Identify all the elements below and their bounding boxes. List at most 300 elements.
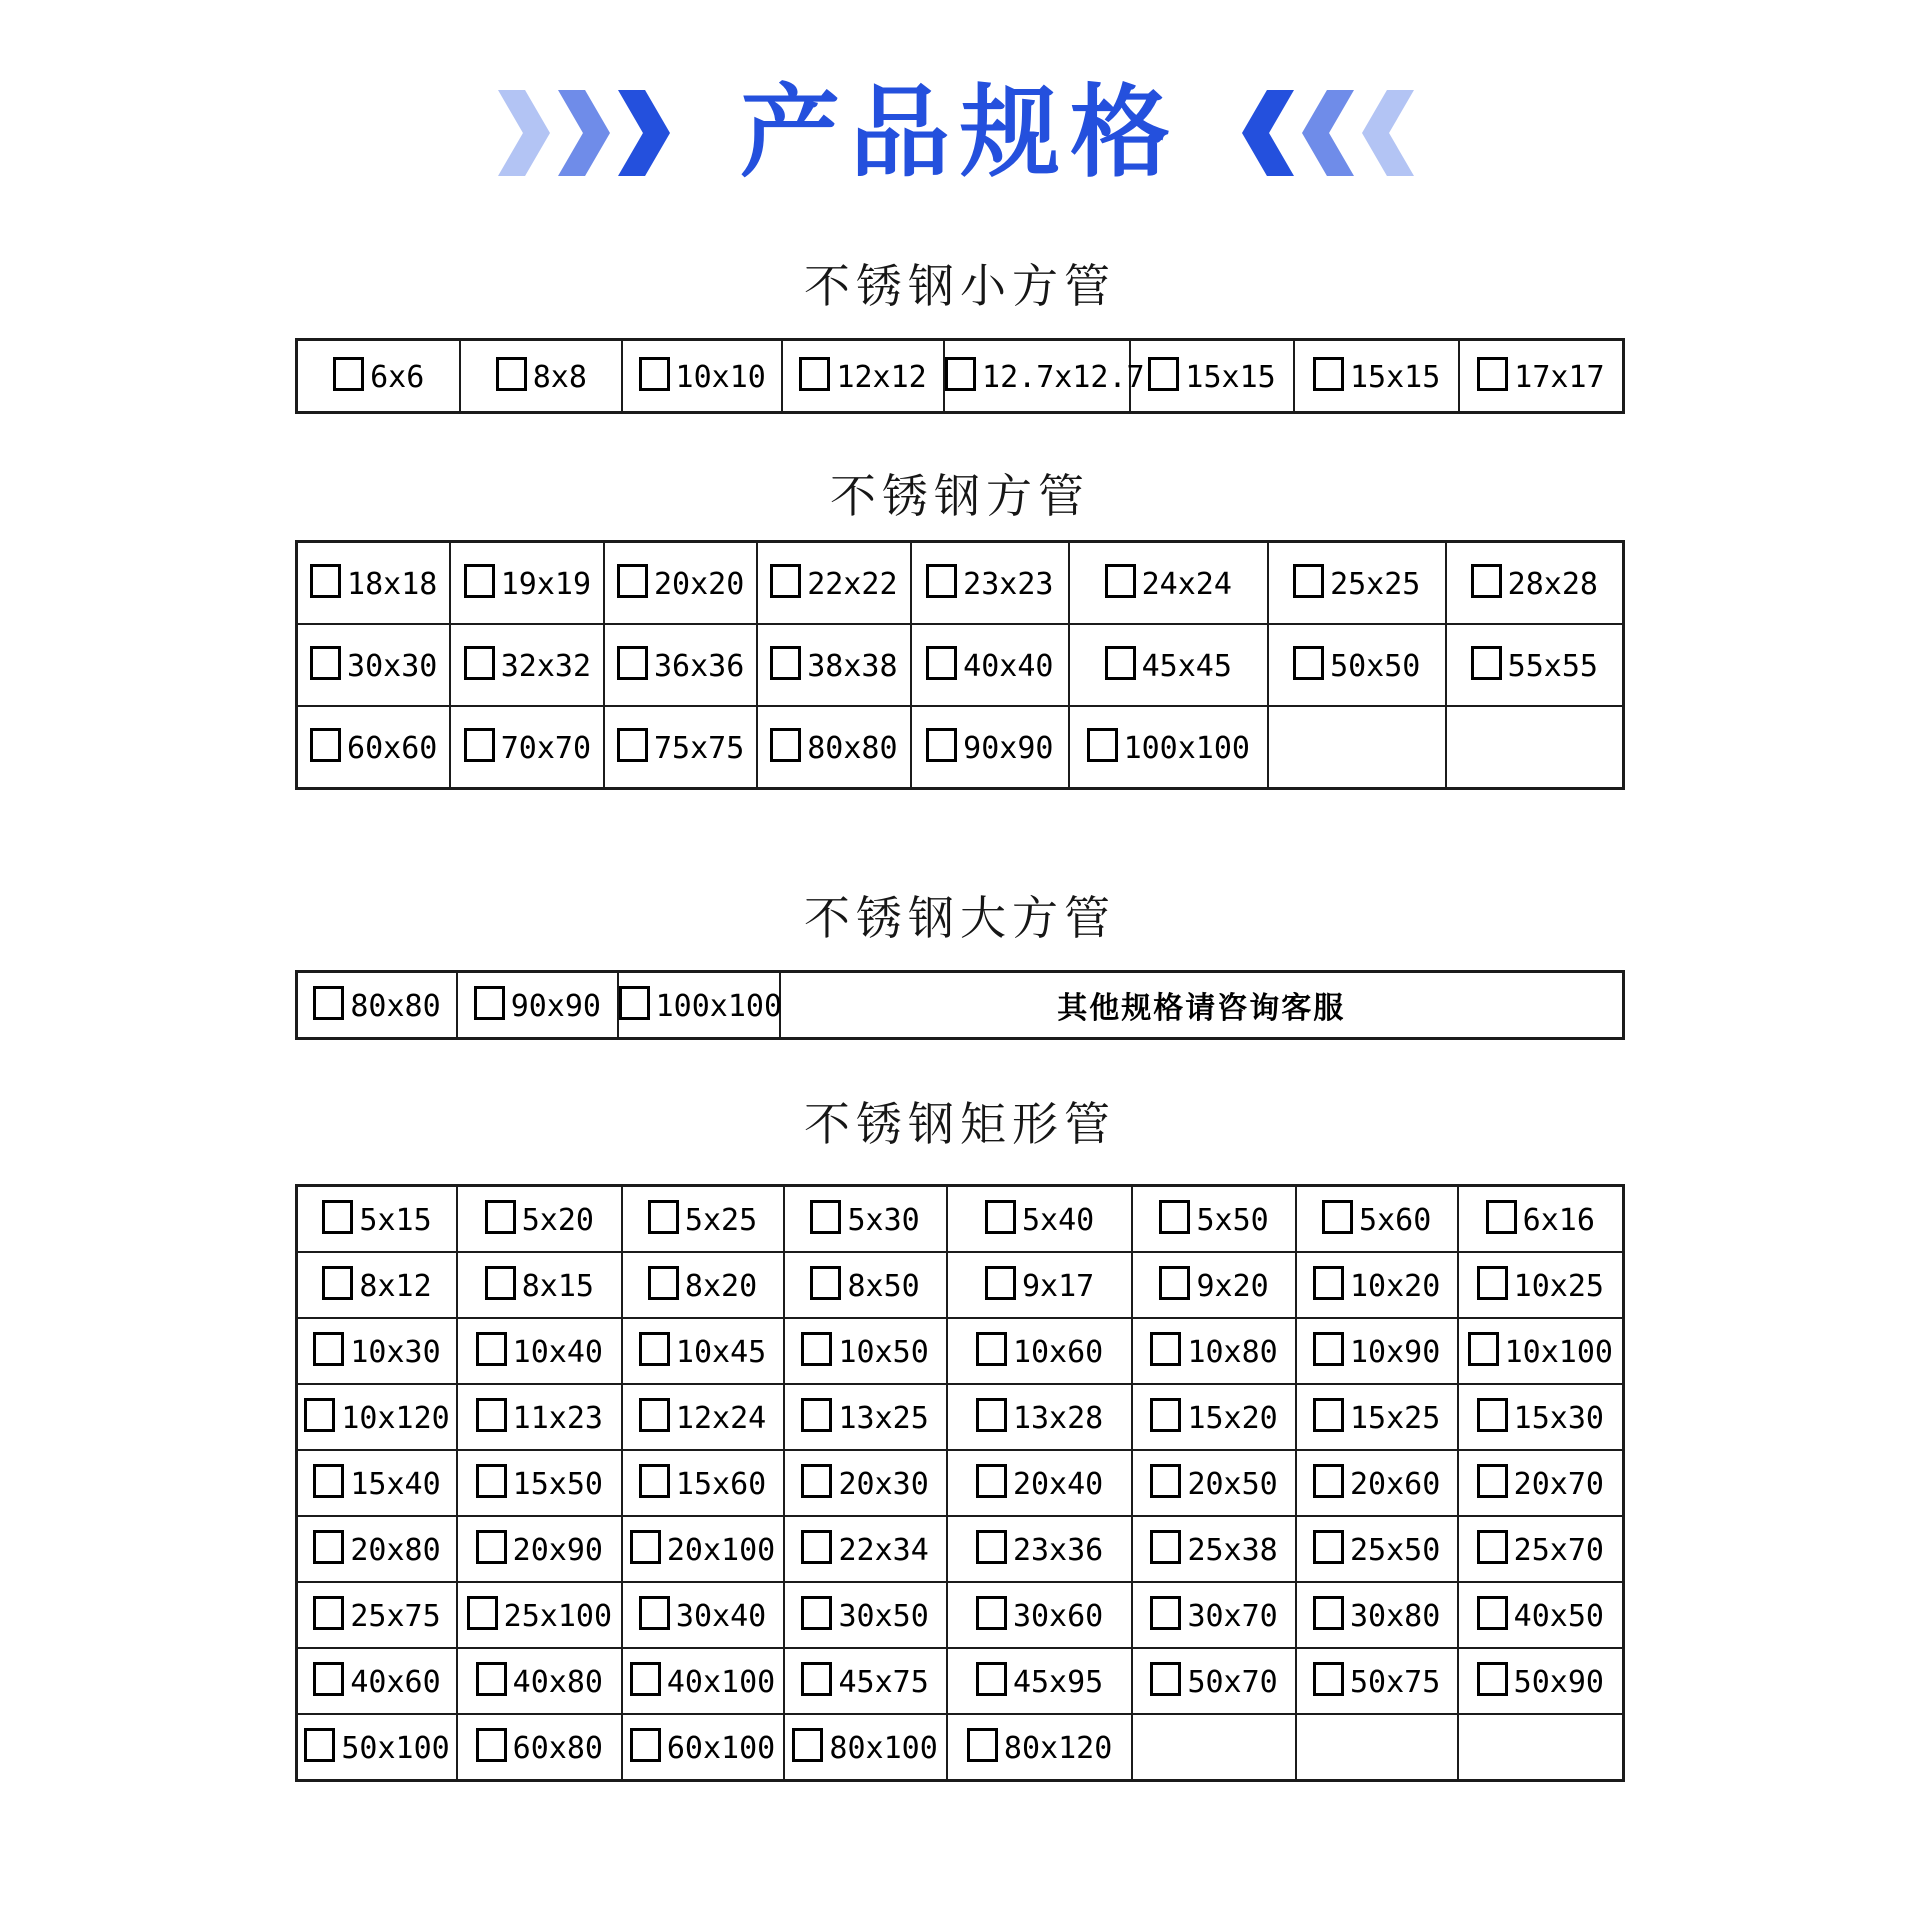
size-option-cell[interactable] bbox=[1294, 340, 1459, 413]
size-label: 40x80 bbox=[512, 1665, 603, 1700]
empty-cell bbox=[1296, 1714, 1458, 1781]
size-option-cell[interactable] bbox=[297, 1648, 458, 1714]
size-label: 24x24 bbox=[1141, 567, 1232, 602]
size-option-cell[interactable] bbox=[297, 1450, 458, 1516]
checkbox-icon[interactable] bbox=[1293, 564, 1324, 598]
size-label: 80x80 bbox=[350, 989, 441, 1024]
checkbox-icon[interactable] bbox=[476, 1728, 507, 1762]
size-option-cell[interactable] bbox=[947, 1648, 1133, 1714]
size-label: 8x50 bbox=[847, 1269, 920, 1304]
size-option-cell[interactable] bbox=[947, 1516, 1133, 1582]
size-option-cell[interactable] bbox=[622, 1450, 784, 1516]
size-option-cell[interactable] bbox=[944, 340, 1145, 413]
size-label: 38x38 bbox=[807, 649, 898, 684]
size-label: 25x50 bbox=[1349, 1533, 1441, 1568]
table-row bbox=[297, 1516, 1624, 1582]
checkbox-icon[interactable] bbox=[1087, 728, 1118, 762]
section-title: 不锈钢大方管 bbox=[804, 892, 1116, 944]
size-label: 6x6 bbox=[370, 360, 425, 395]
size-option-cell[interactable] bbox=[1069, 706, 1268, 789]
size-label: 100x100 bbox=[655, 989, 783, 1024]
size-label: 40x60 bbox=[350, 1665, 441, 1700]
triple-chevron-right-icon bbox=[498, 90, 678, 176]
checkbox-icon[interactable] bbox=[310, 728, 341, 762]
checkbox-icon[interactable] bbox=[464, 564, 495, 598]
size-label: 80x80 bbox=[807, 731, 898, 766]
size-option-cell[interactable] bbox=[1132, 1450, 1295, 1516]
size-label: 10x45 bbox=[675, 1335, 767, 1370]
size-label: 10x90 bbox=[1349, 1335, 1441, 1370]
size-label: 32x32 bbox=[500, 649, 592, 684]
checkbox-icon[interactable] bbox=[926, 728, 957, 762]
size-option-cell[interactable] bbox=[1132, 1516, 1295, 1582]
checkbox-icon[interactable] bbox=[474, 986, 505, 1020]
size-option-cell[interactable] bbox=[1268, 542, 1446, 625]
spec-table-square-pipe bbox=[295, 540, 1625, 790]
size-option-cell[interactable] bbox=[784, 1648, 947, 1714]
chevron-left-icon bbox=[1242, 90, 1294, 176]
size-option-cell[interactable] bbox=[1458, 1252, 1624, 1318]
size-label: 15x25 bbox=[1349, 1401, 1441, 1436]
checkbox-icon[interactable] bbox=[799, 357, 830, 391]
size-option-cell[interactable] bbox=[297, 1582, 458, 1648]
checkbox-icon[interactable] bbox=[1322, 1200, 1353, 1234]
size-option-cell[interactable] bbox=[1459, 340, 1624, 413]
size-option-cell[interactable] bbox=[297, 542, 451, 625]
checkbox-icon[interactable] bbox=[810, 1200, 841, 1234]
size-option-cell[interactable] bbox=[1132, 1186, 1295, 1253]
size-option-cell[interactable] bbox=[604, 542, 757, 625]
size-label: 13x25 bbox=[838, 1401, 929, 1436]
size-label: 25x25 bbox=[1330, 567, 1421, 602]
checkbox-icon[interactable] bbox=[630, 1530, 661, 1564]
size-label: 30x70 bbox=[1187, 1599, 1278, 1634]
checkbox-icon[interactable] bbox=[1471, 564, 1502, 598]
size-option-cell[interactable] bbox=[947, 1450, 1133, 1516]
size-label: 100x100 bbox=[1123, 731, 1250, 766]
size-label: 10x40 bbox=[512, 1335, 603, 1370]
chevron-right-icon bbox=[558, 90, 610, 176]
size-option-cell[interactable] bbox=[947, 1318, 1133, 1384]
size-label: 6x16 bbox=[1522, 1203, 1595, 1238]
size-option-cell[interactable] bbox=[450, 706, 604, 789]
size-option-cell[interactable] bbox=[622, 1252, 784, 1318]
size-option-cell[interactable] bbox=[947, 1186, 1133, 1253]
size-option-cell[interactable] bbox=[604, 706, 757, 789]
size-option-cell[interactable] bbox=[618, 972, 783, 1039]
size-option-cell[interactable] bbox=[1296, 1384, 1458, 1450]
size-option-cell[interactable] bbox=[1296, 1582, 1458, 1648]
checkbox-icon[interactable] bbox=[976, 1662, 1007, 1696]
size-option-cell[interactable] bbox=[457, 1318, 622, 1384]
checkbox-icon[interactable] bbox=[476, 1332, 507, 1366]
table-row bbox=[297, 1714, 1624, 1781]
size-option-cell[interactable] bbox=[1296, 1648, 1458, 1714]
size-option-cell[interactable] bbox=[1458, 1450, 1624, 1516]
size-label: 10x30 bbox=[350, 1335, 441, 1370]
size-label: 19x19 bbox=[500, 567, 592, 602]
checkbox-icon[interactable] bbox=[639, 1332, 670, 1366]
checkbox-icon[interactable] bbox=[617, 646, 648, 680]
size-option-cell[interactable] bbox=[297, 972, 458, 1039]
size-option-cell[interactable] bbox=[784, 1582, 947, 1648]
size-label: 22x22 bbox=[807, 567, 898, 602]
checkbox-icon[interactable] bbox=[1313, 1266, 1344, 1300]
size-option-cell[interactable] bbox=[757, 542, 911, 625]
size-label: 80x120 bbox=[1003, 1731, 1113, 1766]
size-option-cell[interactable] bbox=[297, 706, 451, 789]
checkbox-icon[interactable] bbox=[322, 1266, 353, 1300]
checkbox-icon[interactable] bbox=[1150, 1596, 1181, 1630]
section-large-square-pipe bbox=[0, 882, 1920, 1040]
checkbox-icon[interactable] bbox=[476, 1662, 507, 1696]
size-option-cell[interactable] bbox=[460, 340, 622, 413]
table-row bbox=[297, 340, 1624, 413]
size-option-cell[interactable] bbox=[622, 1516, 784, 1582]
checkbox-icon[interactable] bbox=[464, 646, 495, 680]
checkbox-icon[interactable] bbox=[1148, 357, 1179, 391]
size-label: 5x30 bbox=[847, 1203, 920, 1238]
size-option-cell[interactable] bbox=[1458, 1318, 1624, 1384]
checkbox-icon[interactable] bbox=[1150, 1530, 1181, 1564]
size-label: 10x10 bbox=[675, 360, 766, 395]
size-label: 50x100 bbox=[341, 1731, 450, 1766]
checkbox-icon[interactable] bbox=[1150, 1332, 1181, 1366]
triple-chevron-left-icon bbox=[1242, 90, 1422, 176]
size-option-cell[interactable] bbox=[1458, 1516, 1624, 1582]
size-option-cell[interactable] bbox=[911, 706, 1069, 789]
table-row bbox=[297, 706, 1624, 789]
checkbox-icon[interactable] bbox=[1477, 357, 1508, 391]
size-option-cell[interactable] bbox=[604, 624, 757, 706]
section-title: 不锈钢小方管 bbox=[804, 260, 1116, 312]
checkbox-icon[interactable] bbox=[313, 1332, 344, 1366]
checkbox-icon[interactable] bbox=[313, 1464, 344, 1498]
checkbox-icon[interactable] bbox=[639, 1398, 670, 1432]
checkbox-icon[interactable] bbox=[464, 728, 495, 762]
checkbox-icon[interactable] bbox=[1477, 1266, 1508, 1300]
checkbox-icon[interactable] bbox=[1477, 1596, 1508, 1630]
size-option-cell[interactable] bbox=[457, 1252, 622, 1318]
checkbox-icon[interactable] bbox=[639, 357, 670, 391]
checkbox-icon[interactable] bbox=[976, 1332, 1007, 1366]
size-label: 5x20 bbox=[521, 1203, 594, 1238]
size-label: 30x30 bbox=[347, 649, 438, 684]
checkbox-icon[interactable] bbox=[1105, 564, 1136, 598]
spec-table-large-square-pipe bbox=[295, 970, 1625, 1040]
size-label: 18x18 bbox=[347, 567, 438, 602]
checkbox-icon[interactable] bbox=[801, 1596, 832, 1630]
size-option-cell[interactable] bbox=[1268, 624, 1446, 706]
checkbox-icon[interactable] bbox=[801, 1398, 832, 1432]
size-label: 15x40 bbox=[350, 1467, 441, 1502]
size-option-cell[interactable] bbox=[622, 1582, 784, 1648]
size-label: 10x100 bbox=[1504, 1335, 1613, 1370]
size-label: 45x45 bbox=[1141, 649, 1232, 684]
page-header bbox=[0, 0, 1920, 188]
size-label: 90x90 bbox=[510, 989, 601, 1024]
size-option-cell[interactable] bbox=[622, 1648, 784, 1714]
checkbox-icon[interactable] bbox=[945, 357, 976, 391]
size-label: 40x50 bbox=[1513, 1599, 1604, 1634]
checkbox-icon[interactable] bbox=[967, 1728, 998, 1762]
checkbox-icon[interactable] bbox=[801, 1662, 832, 1696]
size-label: 15x15 bbox=[1185, 360, 1276, 395]
size-option-cell[interactable] bbox=[457, 1714, 622, 1781]
size-option-cell[interactable] bbox=[947, 1384, 1133, 1450]
size-option-cell[interactable] bbox=[1130, 340, 1295, 413]
size-label: 15x30 bbox=[1513, 1401, 1604, 1436]
checkbox-icon[interactable] bbox=[1159, 1266, 1190, 1300]
size-option-cell[interactable] bbox=[622, 1318, 784, 1384]
checkbox-icon[interactable] bbox=[1313, 1332, 1344, 1366]
checkbox-icon[interactable] bbox=[801, 1464, 832, 1498]
checkbox-icon[interactable] bbox=[810, 1266, 841, 1300]
table-row bbox=[297, 624, 1624, 706]
checkbox-icon[interactable] bbox=[1313, 1530, 1344, 1564]
size-label: 20x50 bbox=[1187, 1467, 1278, 1502]
size-label: 12x12 bbox=[836, 360, 927, 395]
checkbox-icon[interactable] bbox=[1150, 1464, 1181, 1498]
size-label: 10x20 bbox=[1349, 1269, 1441, 1304]
size-option-cell[interactable] bbox=[784, 1318, 947, 1384]
size-label: 80x100 bbox=[829, 1731, 938, 1766]
size-label: 23x36 bbox=[1012, 1533, 1104, 1568]
checkbox-icon[interactable] bbox=[1293, 646, 1324, 680]
checkbox-icon[interactable] bbox=[322, 1200, 353, 1234]
checkbox-icon[interactable] bbox=[485, 1266, 516, 1300]
spec-table-rectangular-pipe bbox=[295, 1184, 1625, 1782]
size-option-cell[interactable] bbox=[297, 1252, 458, 1318]
size-option-cell[interactable] bbox=[622, 1384, 784, 1450]
size-option-cell[interactable] bbox=[450, 624, 604, 706]
checkbox-icon[interactable] bbox=[1477, 1662, 1508, 1696]
section-title: 不锈钢方管 bbox=[830, 470, 1090, 522]
checkbox-icon[interactable] bbox=[1313, 1662, 1344, 1696]
size-option-cell[interactable] bbox=[622, 1714, 784, 1781]
checkbox-icon[interactable] bbox=[630, 1662, 661, 1696]
checkbox-icon[interactable] bbox=[304, 1728, 335, 1762]
checkbox-icon[interactable] bbox=[476, 1398, 507, 1432]
size-option-cell[interactable] bbox=[947, 1582, 1133, 1648]
size-option-cell[interactable] bbox=[1458, 1648, 1624, 1714]
checkbox-icon[interactable] bbox=[648, 1266, 679, 1300]
size-label: 60x60 bbox=[347, 731, 438, 766]
checkbox-icon[interactable] bbox=[476, 1530, 507, 1564]
checkbox-icon[interactable] bbox=[648, 1200, 679, 1234]
chevron-left-icon bbox=[1362, 90, 1414, 176]
section-small-square-pipe bbox=[0, 250, 1920, 414]
checkbox-icon[interactable] bbox=[313, 986, 344, 1020]
checkbox-icon[interactable] bbox=[1313, 1398, 1344, 1432]
empty-cell bbox=[1268, 706, 1446, 789]
checkbox-icon[interactable] bbox=[617, 564, 648, 598]
size-option-cell[interactable] bbox=[457, 1384, 622, 1450]
size-option-cell[interactable] bbox=[622, 1186, 784, 1253]
size-label: 8x8 bbox=[532, 360, 587, 395]
size-label: 50x75 bbox=[1349, 1665, 1441, 1700]
size-option-cell[interactable] bbox=[1132, 1648, 1295, 1714]
size-label: 28x28 bbox=[1507, 567, 1598, 602]
size-label: 20x20 bbox=[653, 567, 745, 602]
checkbox-icon[interactable] bbox=[310, 564, 341, 598]
size-label: 20x40 bbox=[1012, 1467, 1104, 1502]
size-option-cell[interactable] bbox=[457, 1648, 622, 1714]
size-label: 10x120 bbox=[341, 1401, 450, 1436]
size-option-cell[interactable] bbox=[297, 1186, 458, 1253]
size-label: 5x60 bbox=[1359, 1203, 1432, 1238]
size-label: 25x75 bbox=[350, 1599, 441, 1634]
table-row bbox=[297, 1252, 1624, 1318]
checkbox-icon[interactable] bbox=[313, 1596, 344, 1630]
size-option-cell[interactable] bbox=[757, 706, 911, 789]
size-option-cell[interactable] bbox=[450, 542, 604, 625]
checkbox-icon[interactable] bbox=[617, 728, 648, 762]
size-label: 40x100 bbox=[666, 1665, 776, 1700]
checkbox-icon[interactable] bbox=[1150, 1398, 1181, 1432]
checkbox-icon[interactable] bbox=[304, 1398, 335, 1432]
checkbox-icon[interactable] bbox=[770, 728, 801, 762]
size-option-cell[interactable] bbox=[1132, 1318, 1295, 1384]
checkbox-icon[interactable] bbox=[801, 1530, 832, 1564]
checkbox-icon[interactable] bbox=[976, 1464, 1007, 1498]
chevron-right-icon bbox=[498, 90, 550, 176]
checkbox-icon[interactable] bbox=[1468, 1332, 1499, 1366]
empty-cell bbox=[1446, 706, 1624, 789]
size-option-cell[interactable] bbox=[1296, 1516, 1458, 1582]
size-option-cell[interactable] bbox=[1132, 1384, 1295, 1450]
checkbox-icon[interactable] bbox=[1477, 1398, 1508, 1432]
size-option-cell[interactable] bbox=[1132, 1582, 1295, 1648]
size-label: 10x60 bbox=[1012, 1335, 1104, 1370]
size-option-cell[interactable] bbox=[1458, 1186, 1624, 1253]
checkbox-icon[interactable] bbox=[976, 1596, 1007, 1630]
checkbox-icon[interactable] bbox=[1477, 1464, 1508, 1498]
checkbox-icon[interactable] bbox=[310, 646, 341, 680]
checkbox-icon[interactable] bbox=[926, 564, 957, 598]
checkbox-icon[interactable] bbox=[801, 1332, 832, 1366]
checkbox-icon[interactable] bbox=[1486, 1200, 1517, 1234]
size-option-cell[interactable] bbox=[1296, 1252, 1458, 1318]
size-option-cell[interactable] bbox=[297, 340, 461, 413]
checkbox-icon[interactable] bbox=[1105, 646, 1136, 680]
size-option-cell[interactable] bbox=[297, 1516, 458, 1582]
size-option-cell[interactable] bbox=[457, 1582, 622, 1648]
size-option-cell[interactable] bbox=[297, 624, 451, 706]
size-option-cell[interactable] bbox=[784, 1450, 947, 1516]
checkbox-icon[interactable] bbox=[976, 1530, 1007, 1564]
size-option-cell[interactable] bbox=[1446, 542, 1624, 625]
size-option-cell[interactable] bbox=[1296, 1318, 1458, 1384]
size-option-cell[interactable] bbox=[784, 1186, 947, 1253]
size-option-cell[interactable] bbox=[1458, 1384, 1624, 1450]
checkbox-icon[interactable] bbox=[985, 1200, 1016, 1234]
size-option-cell[interactable] bbox=[457, 1516, 622, 1582]
checkbox-icon[interactable] bbox=[630, 1728, 661, 1762]
size-option-cell[interactable] bbox=[947, 1252, 1133, 1318]
checkbox-icon[interactable] bbox=[770, 564, 801, 598]
checkbox-icon[interactable] bbox=[476, 1464, 507, 1498]
size-option-cell[interactable] bbox=[784, 1714, 947, 1781]
size-option-cell[interactable] bbox=[784, 1252, 947, 1318]
size-option-cell[interactable] bbox=[947, 1714, 1133, 1781]
checkbox-icon[interactable] bbox=[496, 357, 527, 391]
size-label: 12.7x12.7 bbox=[982, 360, 1145, 395]
size-option-cell[interactable] bbox=[457, 1450, 622, 1516]
size-label: 9x17 bbox=[1021, 1269, 1095, 1304]
checkbox-icon[interactable] bbox=[639, 1464, 670, 1498]
checkbox-icon[interactable] bbox=[313, 1662, 344, 1696]
size-option-cell[interactable] bbox=[457, 972, 618, 1039]
checkbox-icon[interactable] bbox=[313, 1530, 344, 1564]
size-option-cell[interactable] bbox=[782, 340, 944, 413]
size-option-cell[interactable] bbox=[757, 624, 911, 706]
size-label: 15x50 bbox=[512, 1467, 603, 1502]
checkbox-icon[interactable] bbox=[1313, 357, 1344, 391]
size-label: 5x40 bbox=[1021, 1203, 1095, 1238]
checkbox-icon[interactable] bbox=[1150, 1662, 1181, 1696]
size-label: 23x23 bbox=[963, 567, 1054, 602]
checkbox-icon[interactable] bbox=[485, 1200, 516, 1234]
size-option-cell[interactable] bbox=[784, 1516, 947, 1582]
size-label: 10x80 bbox=[1187, 1335, 1278, 1370]
checkbox-icon[interactable] bbox=[619, 986, 650, 1020]
size-option-cell[interactable] bbox=[1069, 624, 1268, 706]
size-label: 15x20 bbox=[1187, 1401, 1278, 1436]
size-option-cell[interactable] bbox=[622, 340, 782, 413]
size-label: 45x75 bbox=[838, 1665, 929, 1700]
checkbox-icon[interactable] bbox=[985, 1266, 1016, 1300]
checkbox-icon[interactable] bbox=[792, 1728, 823, 1762]
checkbox-icon[interactable] bbox=[1477, 1530, 1508, 1564]
table-row bbox=[297, 1186, 1624, 1253]
size-label: 20x70 bbox=[1513, 1467, 1604, 1502]
empty-cell bbox=[1132, 1714, 1295, 1781]
size-label: 20x60 bbox=[1349, 1467, 1441, 1502]
size-option-cell[interactable] bbox=[1069, 542, 1268, 625]
checkbox-icon[interactable] bbox=[770, 646, 801, 680]
size-option-cell[interactable] bbox=[297, 1384, 458, 1450]
size-label: 8x12 bbox=[359, 1269, 432, 1304]
checkbox-icon[interactable] bbox=[1159, 1200, 1190, 1234]
checkbox-icon[interactable] bbox=[333, 357, 364, 391]
checkbox-icon[interactable] bbox=[639, 1596, 670, 1630]
size-option-cell[interactable] bbox=[1296, 1186, 1458, 1253]
size-label: 30x80 bbox=[1349, 1599, 1441, 1634]
size-option-cell[interactable] bbox=[1296, 1450, 1458, 1516]
checkbox-icon[interactable] bbox=[1313, 1464, 1344, 1498]
checkbox-icon[interactable] bbox=[926, 646, 957, 680]
size-label: 70x70 bbox=[500, 731, 592, 766]
section-title: 不锈钢矩形管 bbox=[804, 1098, 1116, 1150]
size-option-cell[interactable] bbox=[911, 624, 1069, 706]
size-label: 13x28 bbox=[1012, 1401, 1104, 1436]
size-option-cell[interactable] bbox=[1446, 624, 1624, 706]
size-option-cell[interactable] bbox=[784, 1384, 947, 1450]
checkbox-icon[interactable] bbox=[976, 1398, 1007, 1432]
size-option-cell[interactable] bbox=[457, 1186, 622, 1253]
page-title: 产品规格 bbox=[740, 77, 1180, 189]
size-option-cell[interactable] bbox=[1132, 1252, 1295, 1318]
checkbox-icon[interactable] bbox=[467, 1596, 498, 1630]
size-option-cell[interactable] bbox=[297, 1714, 458, 1781]
checkbox-icon[interactable] bbox=[1313, 1596, 1344, 1630]
size-option-cell[interactable] bbox=[1458, 1582, 1624, 1648]
size-option-cell[interactable] bbox=[297, 1318, 458, 1384]
size-label: 20x30 bbox=[838, 1467, 929, 1502]
size-option-cell[interactable] bbox=[911, 542, 1069, 625]
checkbox-icon[interactable] bbox=[1471, 646, 1502, 680]
